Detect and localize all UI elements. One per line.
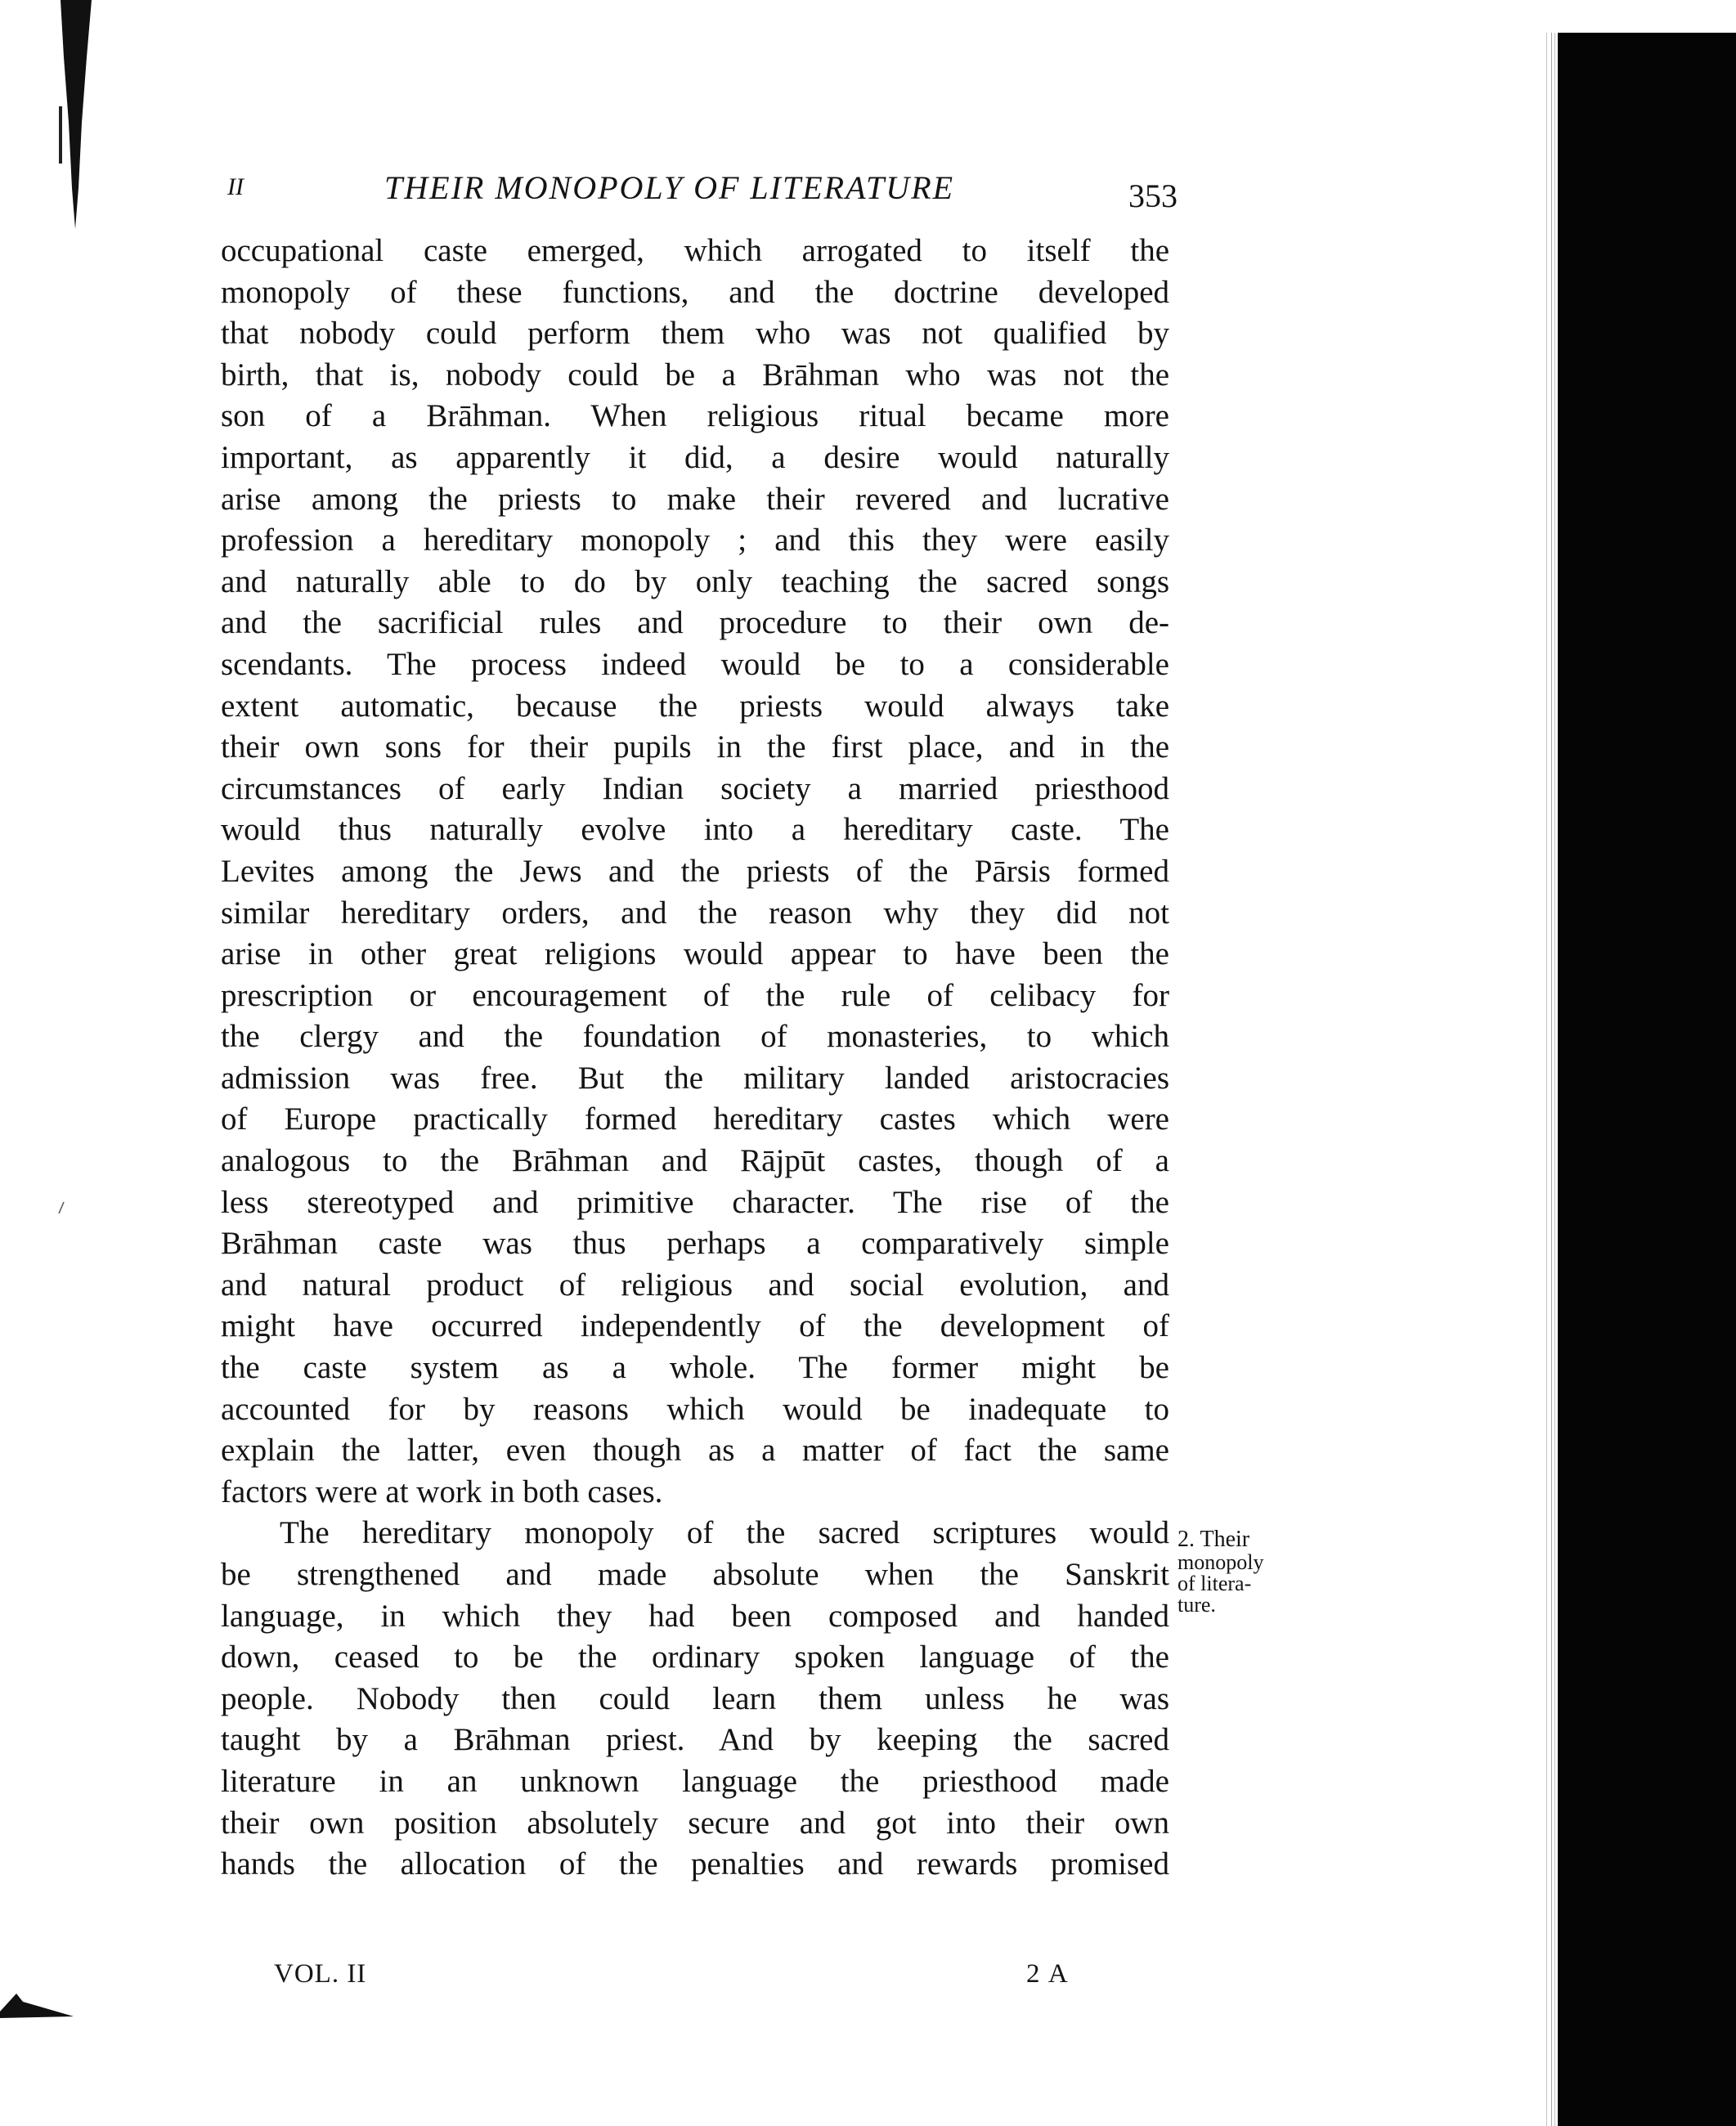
text-line: people. Nobody then could learn them unless he was <box>221 1680 1169 1716</box>
text-line: profession a hereditary monopoly ; and this they were easily <box>221 523 1169 558</box>
text-line: Brāhman caste was thus perhaps a comparatively simple <box>221 1226 1169 1262</box>
body-text <box>221 231 1169 1886</box>
text-line: and naturally able to do by only teaching the sacred songs <box>221 563 1169 599</box>
text-line: less stereotyped and primitive character. The rise of the <box>221 1184 1169 1220</box>
text-line: prescription or encouragement of the rule of celibacy for <box>221 977 1169 1013</box>
margin-note-line: monopoly <box>1178 1550 1264 1574</box>
scan-dark-margin <box>1558 33 1736 2126</box>
running-title: THEIR MONOPOLY OF LITERATURE <box>384 169 955 206</box>
text-line: arise in other great religions would appear to have been the <box>221 936 1169 972</box>
text-line: would thus naturally evolve into a hereditary caste. The <box>221 812 1169 848</box>
text-line: occupational caste emerged, which arrogated to itself the <box>221 233 1169 268</box>
text-line: their own position absolutely secure and got into their own <box>221 1805 1169 1841</box>
text-line: birth, that is, nobody could be a Brāhman who was not the <box>221 357 1169 392</box>
text-line: of Europe practically formed hereditary castes which were <box>221 1101 1169 1137</box>
chapter-number: II <box>227 173 244 200</box>
text-line: circumstances of early Indian society a married priesthood <box>221 770 1169 806</box>
text-line: their own sons for their pupils in the first place, and in the <box>221 729 1169 765</box>
running-head <box>221 168 1178 218</box>
margin-note-line: of litera- <box>1178 1572 1252 1595</box>
text-line: analogous to the Brāhman and Rājpūt castes, though of a <box>221 1143 1169 1179</box>
text-line: hands the allocation of the penalties and rewards promised <box>221 1846 1169 1882</box>
text-line: arise among the priests to make their revered and lucrative <box>221 481 1169 517</box>
text-line: and natural product of religious and social evolution, and <box>221 1267 1169 1303</box>
volume-label: VOL. II <box>274 1959 367 1989</box>
text-line: extent automatic, because the priests would always take <box>221 688 1169 724</box>
text-line: scendants. The process indeed would be to a considerable <box>221 646 1169 682</box>
margin-note <box>1178 1527 1284 1616</box>
text-line: admission was free. But the military landed aristocracies <box>221 1060 1169 1096</box>
text-line: literature in an unknown language the priesthood made <box>221 1763 1169 1799</box>
margin-note-line: 2. Their <box>1178 1527 1250 1552</box>
text-line: explain the latter, even though as a matter of fact the same <box>221 1433 1169 1469</box>
page-number: 353 <box>1128 177 1178 214</box>
text-line: son of a Brāhman. When religious ritual became more <box>221 398 1169 434</box>
text-line: and the sacrificial rules and procedure to their own de- <box>221 605 1169 641</box>
text-line: important, as apparently it did, a desire would naturally <box>221 439 1169 475</box>
scan-binding-mark <box>59 0 95 229</box>
text-line: might have occurred independently of the development of <box>221 1308 1169 1344</box>
text-line: similar hereditary orders, and the reason why they did not <box>221 895 1169 931</box>
text-line: language, in which they had been composed and handed <box>221 1598 1169 1634</box>
text-line: monopoly of these functions, and the doctrine developed <box>221 274 1169 310</box>
paragraph-start-line: The hereditary monopoly of the sacred scriptures would <box>280 1515 1169 1551</box>
text-line: that nobody could perform them who was not qualified by <box>221 316 1169 352</box>
scan-arrow-mark <box>0 1987 74 2020</box>
text-line: the caste system as a whole. The former might be <box>221 1350 1169 1386</box>
text-line: Levites among the Jews and the priests of the Pārsis formed <box>221 853 1169 889</box>
signature-mark: 2 A <box>1026 1959 1070 1989</box>
text-line: down, ceased to be the ordinary spoken language of the <box>221 1639 1169 1675</box>
margin-note-line: ture. <box>1178 1593 1216 1617</box>
paragraph-end-line: factors were at work in both cases. <box>221 1473 663 1509</box>
text-line: taught by a Brāhman priest. And by keeping the sacred <box>221 1722 1169 1758</box>
text-line: accounted for by reasons which would be inadequate to <box>221 1391 1169 1427</box>
scan-speck <box>57 1202 65 1213</box>
scan-page-edge <box>1544 33 1559 2126</box>
text-line: the clergy and the foundation of monasteries, to which <box>221 1019 1169 1055</box>
text-line: be strengthened and made absolute when the Sanskrit <box>221 1557 1169 1592</box>
